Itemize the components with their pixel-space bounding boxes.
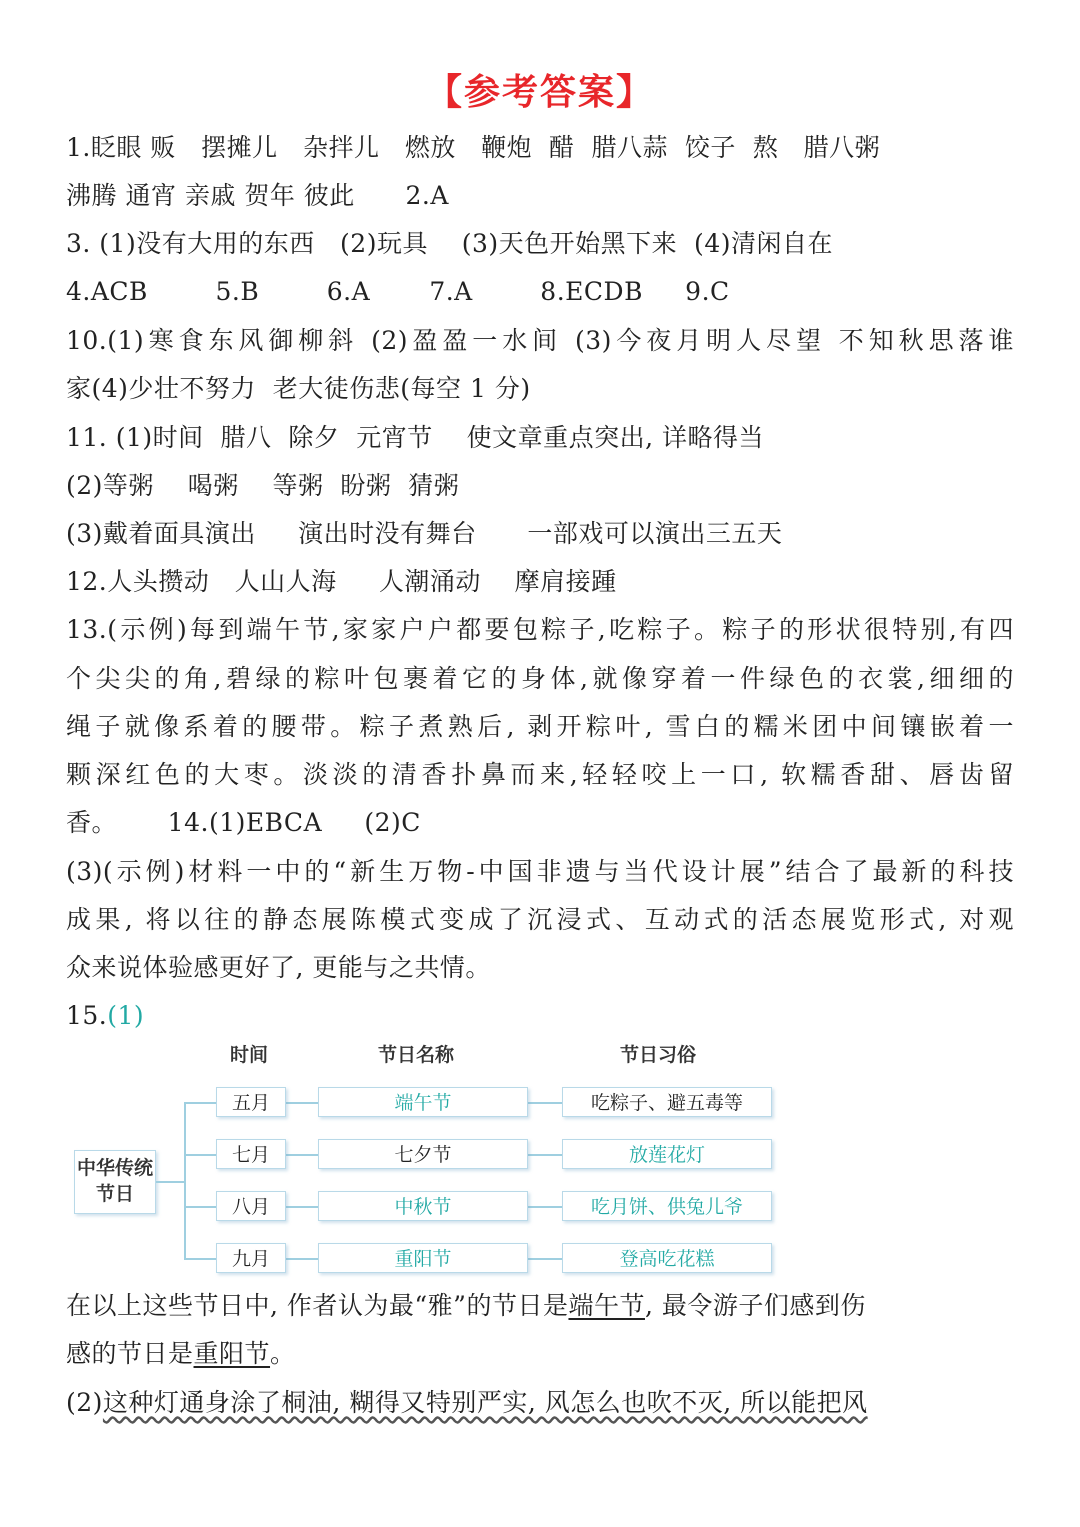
connector: [286, 1102, 318, 1104]
page-title: 【参考答案】: [425, 72, 654, 113]
connector: [528, 1154, 562, 1156]
connector: [286, 1206, 318, 1208]
sub-question-number: (1): [107, 1001, 145, 1030]
answer-line-5: 10.(1)寒食东风御柳斜 (2)盈盈一水间 (3)今夜月明人尽望 不知秋思落谁: [66, 326, 1014, 355]
answer-line-7: 11. (1)时间 腊八 除夕 元宵节 使文章重点突出, 详略得当: [66, 423, 764, 452]
festival-name-box: 七夕节: [318, 1139, 528, 1169]
answer-line-1: 1.眨眼 贩 摆摊儿 杂拌儿 燃放 鞭炮 醋 腊八蒜 饺子 熬 腊八粥: [66, 133, 881, 162]
sentence-part: , 最令游子们感到伤: [644, 1291, 866, 1320]
custom-box: 吃粽子、避五毒等: [562, 1087, 772, 1117]
sentence-part: 。: [270, 1339, 296, 1368]
answer-line-4: 4.ACB 5.B 6.A 7.A 8.ECDB 9.C: [66, 277, 730, 306]
connector-trunk: [184, 1102, 186, 1258]
answer-line-6: 家(4)少壮不努力 老大徒伤悲(每空 1 分): [66, 374, 531, 403]
connector: [184, 1154, 216, 1156]
answer-line-2: 沸腾 通宵 亲戚 贺年 彼此 2.A: [66, 181, 449, 210]
connector: [184, 1258, 216, 1260]
sub-question-number: (2): [66, 1388, 103, 1417]
answer-line-15: 香。 14.(1)EBCA (2)C: [66, 808, 421, 837]
header-time: 时间: [230, 1044, 269, 1066]
answer-line-9: (3)戴着面具演出 演出时没有舞台 一部戏可以演出三五天: [66, 519, 783, 548]
answer-line-22: [66, 1385, 868, 1421]
answer-line-13: 绳子就像系着的腰带。粽子煮熟后, 剥开粽叶, 雪白的糯米团中间镶嵌着一: [66, 712, 1014, 741]
answer-line-12: 个尖尖的角,碧绿的粽叶包裹着它的身体,就像穿着一件绿色的衣裳,细细的: [66, 664, 1014, 693]
answer-line-14: 颗深红色的大枣。淡淡的清香扑鼻而来,轻轻咬上一口, 软糯香甜、唇齿留: [66, 760, 1014, 789]
festival-name-box: 中秋节: [318, 1191, 528, 1221]
time-box: 九月: [216, 1243, 286, 1273]
sentence-part: 感的节日是: [66, 1339, 194, 1368]
custom-box: 登高吃花糕: [562, 1243, 772, 1273]
answer-line-11: 13.(示例)每到端午节,家家户户都要包粽子,吃粽子。粽子的形状很特别,有四: [66, 615, 1014, 644]
connector: [528, 1102, 562, 1104]
answer-line-16: (3)(示例)材料一中的“新生万物-中国非遗与当代设计展”结合了最新的科技: [66, 857, 1014, 886]
festival-name-box: 重阳节: [318, 1243, 528, 1273]
answer-line-21: [66, 1336, 296, 1372]
custom-box: 吃月饼、供兔儿爷: [562, 1191, 772, 1221]
festival-name-box: 端午节: [318, 1087, 528, 1117]
answer-line-10: 12.人头攒动 人山人海 人潮涌动 摩肩接踵: [66, 567, 617, 596]
answer-line-17: 成果, 将以往的静态展陈模式变成了沉浸式、互动式的活态展览形式, 对观: [66, 905, 1014, 934]
header-custom: 节日习俗: [620, 1044, 697, 1066]
connector: [528, 1258, 562, 1260]
root-box: 中华传统节日: [74, 1150, 156, 1214]
time-box: 七月: [216, 1139, 286, 1169]
answer-line-19: [66, 998, 144, 1034]
header-name: 节日名称: [378, 1044, 455, 1066]
answer-line-8: (2)等粥 喝粥 等粥 盼粥 猜粥: [66, 471, 460, 500]
time-box: 五月: [216, 1087, 286, 1117]
answer-line-18: 众来说体验感更好了, 更能与之共情。: [66, 953, 491, 982]
connector: [528, 1206, 562, 1208]
connector: [286, 1154, 318, 1156]
connector: [184, 1102, 216, 1104]
question-number: 15.: [66, 1001, 108, 1030]
answer-line-3: 3. (1)没有大用的东西 (2)玩具 (3)天色开始黑下来 (4)清闲自在: [66, 229, 833, 258]
sentence-part: 在以上这些节日中, 作者认为最“雅”的节日是: [66, 1291, 569, 1320]
answer-wavy-underlined: 这种灯通身涂了桐油, 糊得又特别严实, 风怎么也吹不灭, 所以能把风: [102, 1388, 868, 1417]
connector: [184, 1206, 216, 1208]
time-box: 八月: [216, 1191, 286, 1221]
custom-box: 放莲花灯: [562, 1139, 772, 1169]
connector-root: [156, 1181, 184, 1183]
answer-underlined: 重阳节: [193, 1339, 271, 1368]
answer-line-20: [66, 1288, 866, 1324]
connector: [286, 1258, 318, 1260]
answer-underlined: 端午节: [568, 1291, 645, 1320]
